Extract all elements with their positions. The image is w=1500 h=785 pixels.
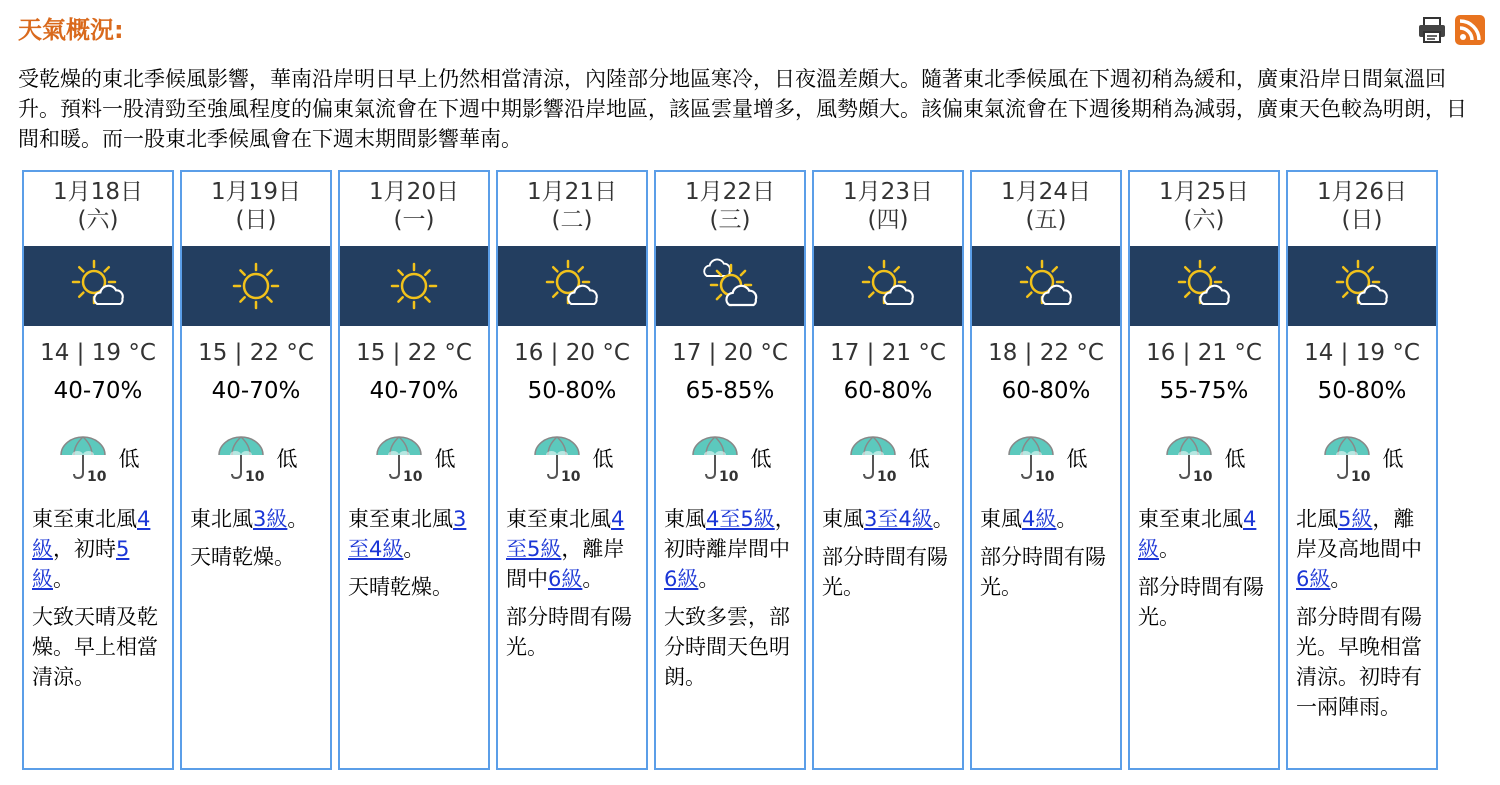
date-label: 1月23日 (843, 179, 933, 205)
svg-text:10: 10 (1034, 469, 1054, 483)
wind-text: 。 (1330, 567, 1352, 591)
wind-text: 東風 (980, 507, 1022, 531)
wind-text: 東風 (822, 507, 864, 531)
weather-description: 天晴乾燥。 (348, 575, 453, 599)
rain-probability (498, 432, 646, 484)
wind-text: ，離岸間中 (506, 537, 625, 591)
umbrella-icon (1163, 433, 1221, 483)
sun-cloud-icon (1329, 253, 1395, 319)
day-date (1288, 172, 1436, 246)
wind-force-link[interactable]: 4級 (32, 507, 151, 561)
wind-text: 東至東北風 (1138, 507, 1243, 531)
svg-text:10: 10 (402, 469, 422, 483)
wind-text: 。 (932, 507, 954, 531)
wind-text: 。 (287, 507, 309, 531)
rss-icon[interactable] (1454, 14, 1486, 46)
weather-description: 天晴乾燥。 (190, 545, 295, 569)
wind-text: 。 (1159, 537, 1180, 561)
wind-force-link[interactable]: 3至4級 (864, 507, 933, 531)
forecast-day (654, 170, 806, 770)
svg-text:10: 10 (560, 469, 580, 483)
humidity-range: 55-75% (1159, 378, 1249, 404)
rain-probability (24, 432, 172, 484)
wind-text: 。 (403, 537, 425, 561)
humidity-range: 50-80% (1317, 378, 1407, 404)
humidity-range: 65-85% (685, 378, 775, 404)
wind-text: ，離岸及高地間中 (1296, 507, 1422, 561)
wind-text: 東至東北風 (348, 507, 453, 531)
rain-probability (814, 432, 962, 484)
rain-probability-label: 低 (434, 447, 456, 471)
weekday-label: (三) (709, 207, 751, 233)
weekday-label: (日) (1341, 207, 1383, 233)
wind-force-link[interactable]: 5級 (1338, 507, 1373, 531)
date-label: 1月18日 (53, 179, 143, 205)
wind-text: 。 (1056, 507, 1078, 531)
rain-probability (1288, 432, 1436, 484)
date-label: 1月26日 (1317, 179, 1407, 205)
date-label: 1月25日 (1159, 179, 1249, 205)
day-date (182, 172, 330, 246)
humidity-range: 40-70% (369, 378, 459, 404)
wind-text: ，初時離岸間中 (664, 507, 796, 561)
rain-probability (182, 432, 330, 484)
rain-probability-label: 低 (908, 447, 930, 471)
rain-probability-label: 低 (750, 447, 772, 471)
sun-cloud-icon (1171, 253, 1237, 319)
weather-description: 大致天晴及乾燥。早上相當清涼。 (32, 605, 158, 689)
wind-force-link[interactable]: 3級 (253, 507, 288, 531)
weekday-label: (日) (235, 207, 277, 233)
forecast-day (338, 170, 490, 770)
umbrella-icon (57, 433, 115, 483)
sun-cloud-icon (1013, 253, 1079, 319)
wind-forecast (814, 504, 962, 534)
forecast-day (812, 170, 964, 770)
forecast-day (180, 170, 332, 770)
umbrella-icon (531, 433, 589, 483)
wind-text: 東風 (664, 507, 706, 531)
forecast-grid (22, 170, 1438, 770)
rain-probability-label: 低 (276, 447, 298, 471)
svg-text:10: 10 (876, 469, 896, 483)
weekday-label: (六) (1183, 207, 1225, 233)
rain-probability-label: 低 (1224, 447, 1246, 471)
humidity-range: 40-70% (53, 378, 143, 404)
weather-icon-band (182, 246, 330, 326)
weather-icon-band (498, 246, 646, 326)
wind-force-link[interactable]: 4至5級 (506, 507, 625, 561)
wind-forecast (972, 504, 1120, 534)
weather-description: 部分時間有陽光。 (1138, 575, 1264, 629)
weather-icon-band (340, 246, 488, 326)
humidity-range: 40-70% (211, 378, 301, 404)
day-date (24, 172, 172, 246)
wind-forecast (498, 504, 646, 594)
rain-probability (656, 432, 804, 484)
forecast-day (22, 170, 174, 770)
forecast-summary: 受乾燥的東北季候風影響，華南沿岸明日早上仍然相當清涼，內陸部分地區寒冷，日夜溫差頗大。隨著東北季候風在下週初稍為緩和，廣東沿岸日間氣溫回升。預料一股清勁至強風程度的偏東氣流會在下週中期影響沿岸地區，該區雲量增多，風勢頗大。該偏東氣流會在下週後期稍為減弱，廣東天色較為明朗，日間和暖。而一股東北季候風會在下週末期間影響華南。 (18, 67, 1467, 151)
wind-text: 北風 (1296, 507, 1338, 531)
humidity-range: 50-80% (527, 378, 617, 404)
wind-text: 。 (698, 567, 720, 591)
weather-description: 大致多雲，部分時間天色明朗。 (664, 605, 790, 689)
temperature-range: 16 | 20 °C (514, 340, 630, 366)
date-label: 1月20日 (369, 179, 459, 205)
wind-text: 東北風 (190, 507, 253, 531)
sun-cloud-icon (65, 253, 131, 319)
date-label: 1月24日 (1001, 179, 1091, 205)
wind-forecast (340, 504, 488, 564)
weather-icon-band (656, 246, 804, 326)
wind-force-link[interactable]: 4至5級 (706, 507, 775, 531)
date-label: 1月22日 (685, 179, 775, 205)
umbrella-icon (1005, 433, 1063, 483)
svg-text:10: 10 (718, 469, 738, 483)
rain-probability-label: 低 (592, 447, 614, 471)
wind-forecast (1288, 504, 1436, 594)
wind-text: ，初時 (53, 537, 116, 561)
wind-force-link[interactable]: 4級 (1138, 507, 1257, 561)
forecast-day (970, 170, 1122, 770)
sunny-icon (381, 253, 447, 319)
umbrella-icon (689, 433, 747, 483)
temperature-range: 14 | 19 °C (1304, 340, 1420, 366)
weekday-label: (六) (77, 207, 119, 233)
wind-forecast (656, 504, 804, 594)
temperature-range: 15 | 22 °C (356, 340, 472, 366)
sun-cloud-icon (539, 253, 605, 319)
umbrella-icon (847, 433, 905, 483)
day-date (340, 172, 488, 246)
temperature-range: 18 | 22 °C (988, 340, 1104, 366)
weekday-label: (五) (1025, 207, 1067, 233)
wind-force-link[interactable]: 6級 (1296, 567, 1331, 591)
forecast-day (1128, 170, 1280, 770)
umbrella-icon (373, 433, 431, 483)
rain-probability (972, 432, 1120, 484)
svg-text:10: 10 (1192, 469, 1212, 483)
weather-icon-band (972, 246, 1120, 326)
weekday-label: (一) (393, 207, 435, 233)
temperature-range: 17 | 21 °C (830, 340, 946, 366)
forecast-day (496, 170, 648, 770)
date-label: 1月21日 (527, 179, 617, 205)
forecast-day (1286, 170, 1438, 770)
date-label: 1月19日 (211, 179, 301, 205)
rain-probability (1130, 432, 1278, 484)
toolbar (1416, 14, 1486, 46)
weather-icon-band (1288, 246, 1436, 326)
wind-text: 。 (53, 567, 74, 591)
weekday-label: (二) (551, 207, 593, 233)
umbrella-icon (1321, 433, 1379, 483)
sun-cloud-icon (855, 253, 921, 319)
temperature-range: 14 | 19 °C (40, 340, 156, 366)
printer-icon[interactable] (1416, 14, 1448, 46)
sunny-icon (223, 253, 289, 319)
day-date (814, 172, 962, 246)
wind-forecast (182, 504, 330, 534)
wind-force-link[interactable]: 6級 (548, 567, 583, 591)
temperature-range: 15 | 22 °C (198, 340, 314, 366)
weather-icon-band (814, 246, 962, 326)
rain-probability-label: 低 (1382, 447, 1404, 471)
svg-text:10: 10 (86, 469, 106, 483)
rain-probability (340, 432, 488, 484)
page-title: 天氣概況: (18, 16, 124, 44)
wind-text: 東至東北風 (32, 507, 137, 531)
humidity-range: 60-80% (843, 378, 933, 404)
day-date (1130, 172, 1278, 246)
weather-icon-band (24, 246, 172, 326)
wind-forecast (1130, 504, 1278, 564)
weather-description: 部分時間有陽光。 (506, 605, 632, 659)
temperature-range: 16 | 21 °C (1146, 340, 1262, 366)
cloudy-sun-icon (697, 253, 763, 319)
weather-icon-band (1130, 246, 1278, 326)
rain-probability-label: 低 (118, 447, 140, 471)
day-date (498, 172, 646, 246)
rain-probability-label: 低 (1066, 447, 1088, 471)
weather-description: 部分時間有陽光。早晚相當清涼。初時有一兩陣雨。 (1296, 605, 1422, 719)
weekday-label: (四) (867, 207, 909, 233)
day-date (972, 172, 1120, 246)
wind-force-link[interactable]: 5級 (32, 537, 130, 591)
svg-text:10: 10 (244, 469, 264, 483)
day-date (656, 172, 804, 246)
wind-force-link[interactable]: 6級 (664, 567, 699, 591)
svg-text:10: 10 (1350, 469, 1370, 483)
wind-text: 東至東北風 (506, 507, 611, 531)
wind-force-link[interactable]: 4級 (1022, 507, 1057, 531)
weather-description: 部分時間有陽光。 (822, 545, 948, 599)
temperature-range: 17 | 20 °C (672, 340, 788, 366)
umbrella-icon (215, 433, 273, 483)
wind-text: 。 (582, 567, 604, 591)
humidity-range: 60-80% (1001, 378, 1091, 404)
weather-description: 部分時間有陽光。 (980, 545, 1106, 599)
wind-forecast (24, 504, 172, 594)
wind-force-link[interactable]: 3至4級 (348, 507, 467, 561)
